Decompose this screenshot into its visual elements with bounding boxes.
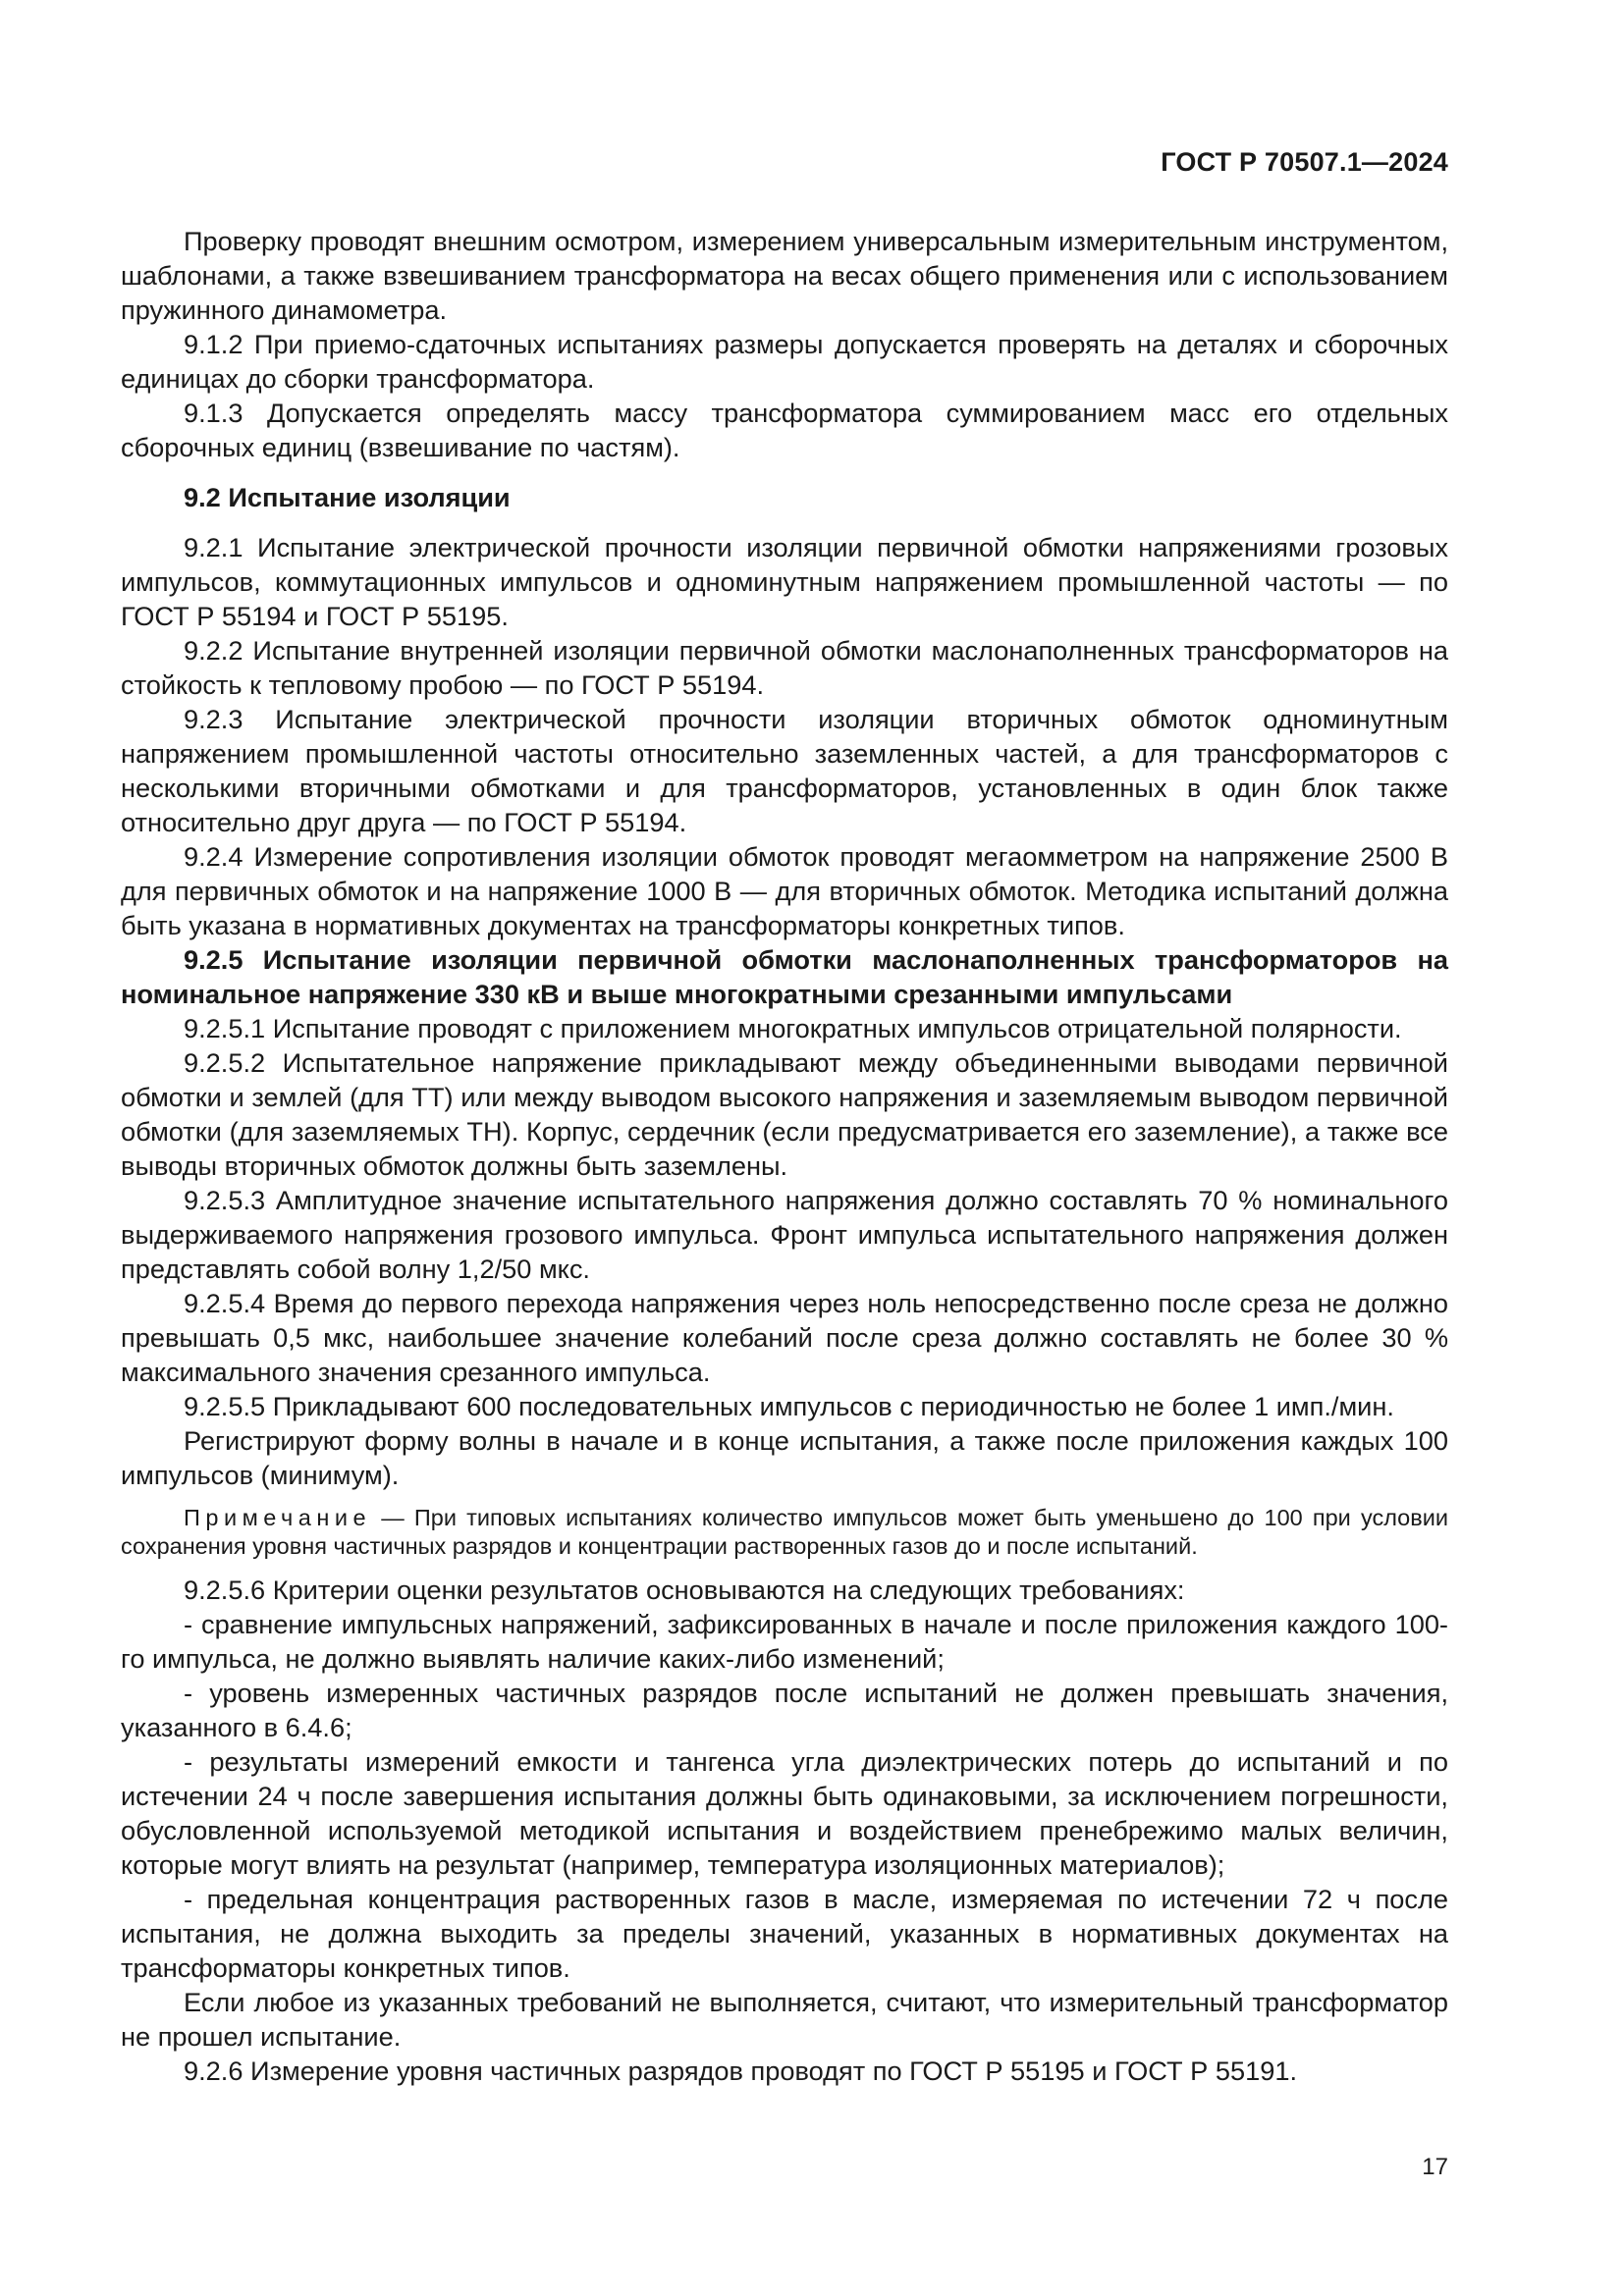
paragraph-9-2-1: 9.2.1 Испытание электрической прочности изоляции первичной обмотки напряжениями грозовых импульсов, коммутационных импульсов и одноминутным напряжением промышленной частоты — по ГОСТ Р 55194 и ГОСТ Р 55195. [121, 532, 1448, 631]
page-number: 17 [1422, 2154, 1448, 2180]
document-body [121, 224, 1448, 2088]
paragraph-9-2-3: 9.2.3 Испытание электрической прочности изоляции вторичных обмоток одноминутным напряжением промышленной частоты относительно заземленных частей, а для трансформаторов с несколькими вторичными обмотками и для трансформаторов, установленных в один блок также относительно друг друга — по ГОСТ Р 55194. [121, 704, 1448, 837]
list-item-dissolved-gases: - предельная концентрация растворенных газов в масле, измеряемая по истечении 72 ч после испытания, не должна выходить за пределы значений, указанных в нормативных документах на трансформаторы конкретных типов. [121, 1884, 1448, 1983]
paragraph-9-2-5-1: 9.2.5.1 Испытание проводят с приложением многократных импульсов отрицательной полярности. [184, 1013, 1402, 1043]
list-item-impulse-comparison: - сравнение импульсных напряжений, зафиксированных в начале и после приложения каждого 100-го импульса, не должно выявлять наличие каких-либо изменений; [121, 1609, 1448, 1674]
paragraph-9-2-5-5: 9.2.5.5 Прикладывают 600 последовательных импульсов с периодичностью не более 1 имп./мин. [184, 1391, 1394, 1421]
list-item-partial-discharge: - уровень измеренных частичных разрядов после испытаний не должен превышать значения, указанного в 6.4.6; [121, 1678, 1448, 1742]
paragraph-9-2-5-6: 9.2.5.6 Критерии оценки результатов основываются на следующих требованиях: [184, 1575, 1185, 1605]
paragraph-9-2-5-2: 9.2.5.2 Испытательное напряжение прикладывают между объединенными выводами первичной обмотки и землей (для ТТ) или между выводом высокого напряжения и заземляемым выводом первичной обмотки (для заземляемых ТН). Корпус, сердечник (если предусматривается его заземление), а также все выводы вторичных обмоток должны быть заземлены. [121, 1047, 1448, 1181]
paragraph-9-2-6: 9.2.6 Измерение уровня частичных разрядов проводят по ГОСТ Р 55195 и ГОСТ Р 55191. [184, 2056, 1298, 2086]
paragraph-9-2-4: 9.2.4 Измерение сопротивления изоляции обмоток проводят мегаомметром на напряжение 2500 В для первичных обмоток и на напряжение 1000 В — для вторичных обмоток. Методика испытаний должна быть указана в нормативных документах на трансформаторы конкретных типов. [121, 841, 1448, 940]
document-code: ГОСТ Р 70507.1—2024 [1161, 147, 1448, 177]
paragraph-test-failure: Если любое из указанных требований не выполняется, считают, что измерительный трансформатор не прошел испытание. [121, 1987, 1448, 2052]
note-text: — При типовых испытаниях количество импульсов может быть уменьшено до 100 при условии сохранения уровня частичных разрядов и концентрации растворенных газов до и после испытаний. [121, 1505, 1448, 1559]
note-label: Примечание [184, 1505, 372, 1530]
paragraph-9-1-3: 9.1.3 Допускается определять массу трансформатора суммированием масс его отдельных сборочных единиц (взвешивание по частям). [121, 398, 1448, 462]
paragraph-waveform-registration: Регистрируют форму волны в начале и в конце испытания, а также после приложения каждых 100 импульсов (минимум). [121, 1425, 1448, 1490]
section-title-9-2: 9.2 Испытание изоляции [184, 482, 511, 512]
paragraph-9-1-2: 9.1.2 При приемо-сдаточных испытаниях размеры допускается проверять на деталях и сборочных единицах до сборки трансформатора. [121, 329, 1448, 394]
paragraph-inspection-method: Проверку проводят внешним осмотром, измерением универсальным измерительным инструментом, шаблонами, а также взвешиванием трансформатора на весах общего применения или с использованием пружинного динамометра. [121, 226, 1448, 325]
paragraph-9-2-2: 9.2.2 Испытание внутренней изоляции первичной обмотки маслонаполненных трансформаторов на стойкость к тепловому пробою — по ГОСТ Р 55194. [121, 635, 1448, 700]
note [121, 1504, 1448, 1561]
paragraph-9-2-5-4: 9.2.5.4 Время до первого перехода напряжения через ноль непосредственно после среза не должно превышать 0,5 мкс, наибольшее значение колебаний после среза должно составлять не более 30 % максимального значения срезанного импульса. [121, 1288, 1448, 1387]
list-item-capacitance-tangent: - результаты измерений емкости и тангенса угла диэлектрических потерь до испытаний и по истечении 24 ч после завершения испытания должны быть одинаковыми, за исключением погрешности, обусловленной используемой методикой испытания и воздействием пренебрежимо малых величин, которые могут влиять на результат (например, температура изоляционных материалов); [121, 1746, 1448, 1880]
paragraph-9-2-5-3: 9.2.5.3 Амплитудное значение испытательного напряжения должно составлять 70 % номинального выдерживаемого напряжения грозового импульса. Фронт импульса испытательного напряжения должен представлять собой волну 1,2/50 мкс. [121, 1185, 1448, 1284]
subsection-title-9-2-5: 9.2.5 Испытание изоляции первичной обмотки маслонаполненных трансформаторов на номинальное напряжение 330 кВ и выше многократными срезанными импульсами [121, 944, 1448, 1009]
